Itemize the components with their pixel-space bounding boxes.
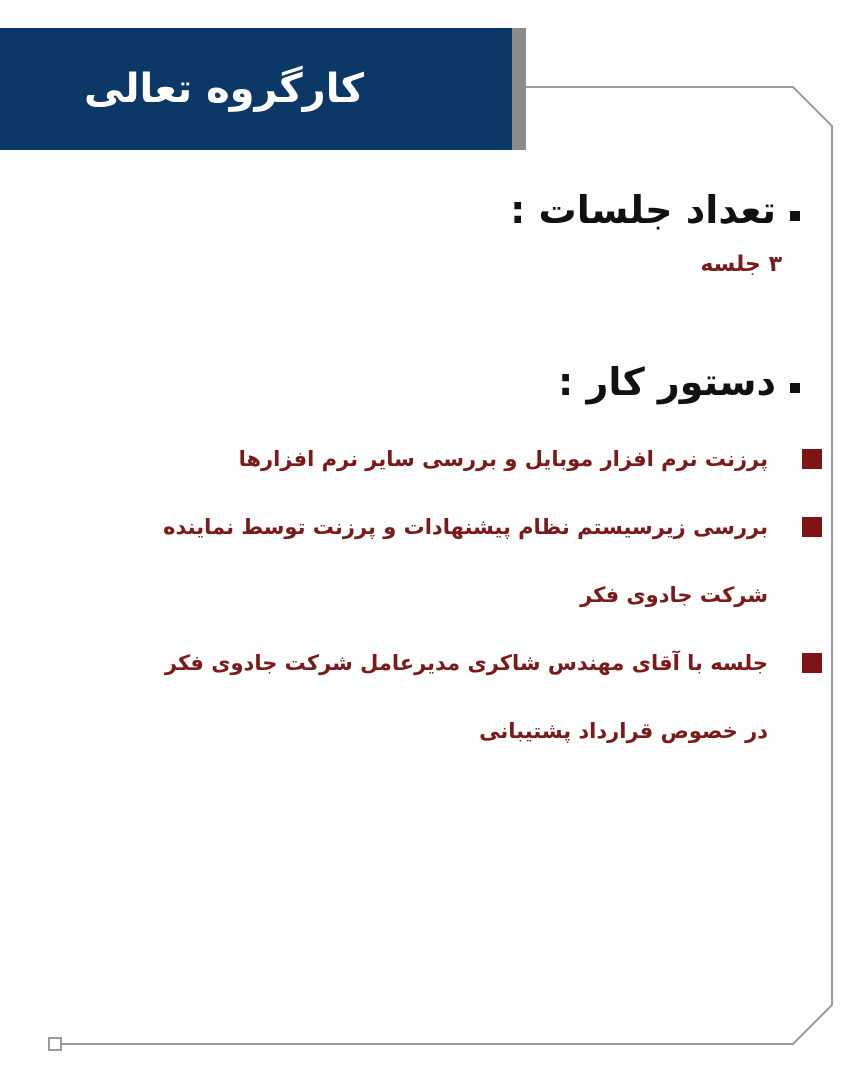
sessions-heading xyxy=(510,188,800,232)
agenda-item-text: جلسه با آقای مهندس شاکری مدیرعامل شرکت جادوی فکر xyxy=(164,651,768,675)
square-bullet-icon xyxy=(802,517,822,537)
agenda-item xyxy=(22,425,822,493)
title-banner-shadow xyxy=(512,28,526,150)
agenda-item xyxy=(22,493,822,629)
heading-bullet-icon xyxy=(790,211,800,221)
slide-title: کارگروه تعالی xyxy=(84,66,364,112)
heading-bullet-icon xyxy=(790,383,800,393)
sessions-count: ۳ جلسه xyxy=(700,252,782,277)
title-banner xyxy=(0,28,512,150)
agenda-heading xyxy=(558,360,800,404)
frame-corner-marker xyxy=(49,1038,61,1050)
sessions-heading-text: تعداد جلسات : xyxy=(510,188,776,232)
agenda-item-text: بررسی زیرسیستم نظام پیشنهادات و پرزنت توسط نماینده xyxy=(163,515,768,539)
square-bullet-icon xyxy=(802,449,822,469)
agenda-heading-text: دستور کار : xyxy=(558,360,776,404)
agenda-item-text-continued: شرکت جادوی فکر xyxy=(580,583,768,607)
agenda-item-text-continued: در خصوص قرارداد پشتیبانی xyxy=(479,719,768,743)
square-bullet-icon xyxy=(802,653,822,673)
agenda-list xyxy=(22,425,822,765)
agenda-item xyxy=(22,629,822,765)
agenda-item-text: پرزنت نرم افزار موبایل و بررسی سایر نرم افزارها xyxy=(238,447,768,471)
